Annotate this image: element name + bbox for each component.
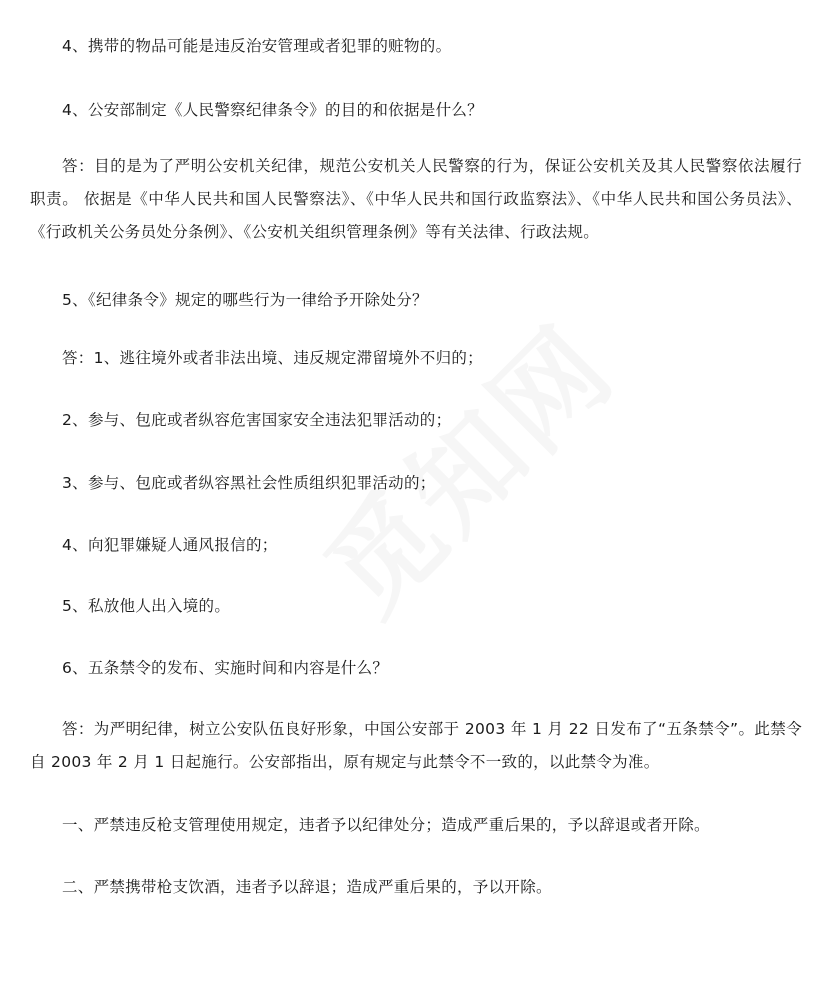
answer-5-item-2: 2、参与、包庇或者纵容危害国家安全违法犯罪活动的； [62,411,452,429]
question-6-five-prohibitions: 6、五条禁令的发布、实施时间和内容是什么？ [62,659,389,677]
answer-6-intro: 答：为严明纪律，树立公安队伍良好形象，中国公安部于 2003 年 1 月 22 日发布了“五条禁令”。此禁令自 2003 年 2 月 1 日起施行。公安部指出，原有规定与此禁令不一致的，以此禁令为准。 [30,720,802,771]
answer-4-purpose-basis: 答：目的是为了严明公安机关纪律，规范公安机关人民警察的行为，保证公安机关及其人民警察依法履行职责。 依据是《中华人民共和国人民警察法》、《中华人民共和国行政监察法》、《中华人民共和国公务员法》、《行政机关公务员处分条例》、《公安机关组织管理条例》等有关法律、行政法规。 [30,157,802,241]
paragraph-item-4-stolen-goods: 4、携带的物品可能是违反治安管理或者犯罪的赃物的。 [62,37,452,55]
answer-5-item-5: 5、私放他人出入境的。 [62,597,231,615]
prohibition-2: 二、严禁携带枪支饮酒，违者予以辞退；造成严重后果的，予以开除。 [62,878,552,896]
question-4-discipline-regulation: 4、公安部制定《人民警察纪律条令》的目的和依据是什么？ [62,101,483,119]
answer-5-item-4: 4、向犯罪嫌疑人通风报信的； [62,536,278,554]
answer-5-item-1: 答：1、逃往境外或者非法出境、违反规定滞留境外不归的； [62,349,483,367]
prohibition-1: 一、严禁违反枪支管理使用规定，违者予以纪律处分；造成严重后果的，予以辞退或者开除。 [62,816,710,834]
question-5-dismissal: 5、《纪律条令》规定的哪些行为一律给予开除处分？ [62,291,428,309]
answer-5-item-3: 3、参与、包庇或者纵容黑社会性质组织犯罪活动的； [62,474,436,492]
